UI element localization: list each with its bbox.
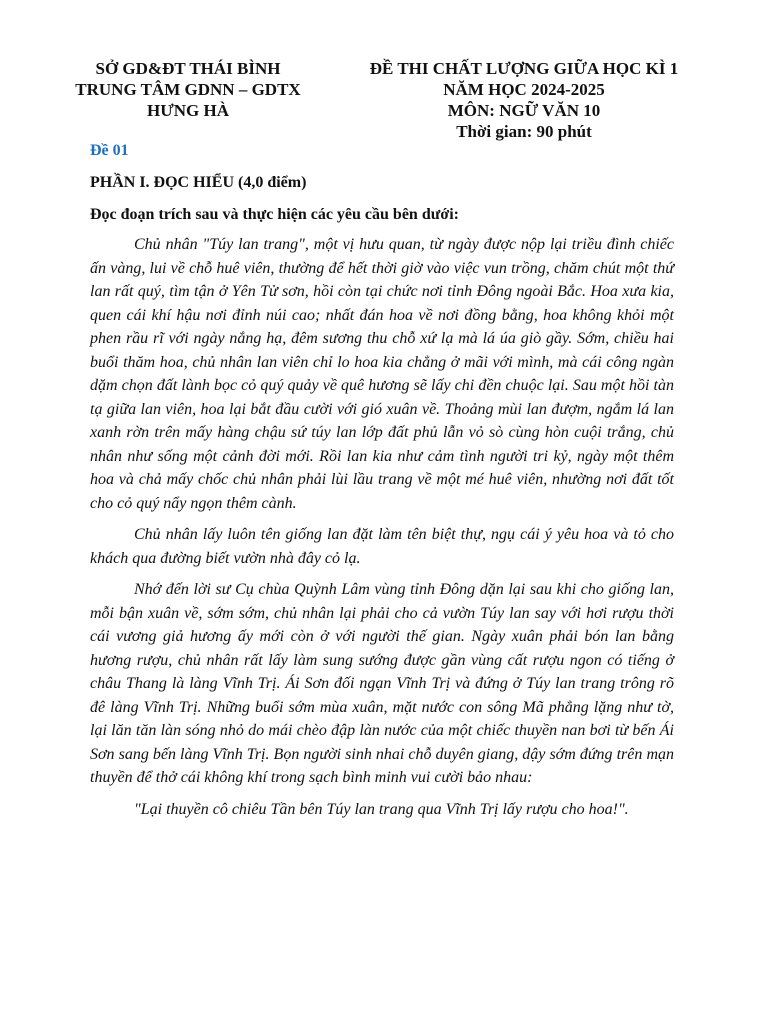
instruction: Đọc đoạn trích sau và thực hiện các yêu cầu bên dưới: xyxy=(90,206,459,223)
exam-title: ĐỀ THI CHẤT LƯỢNG GIỮA HỌC KÌ 1 xyxy=(369,59,679,78)
reading-passage xyxy=(90,233,674,829)
exam-header xyxy=(352,58,696,142)
school-department: SỞ GD&ĐT THÁI BÌNH xyxy=(95,59,281,78)
passage-paragraph-1: Chủ nhân "Túy lan trang", một vị hưu quan, từ ngày được nộp lại triều đình chiếc ấn vàng, lui về chỗ huê viên, thường để hết thời giờ vào việc vun trồng, chăm chút một thứ lan rất quý, tìm tận ở Yên Tử sơn, hồi còn tại chức nơi tỉnh Đông ngoài Bắc. Hoa xưa kia, quen cái khí hậu nơi đỉnh núi cao; nhất đán hoa về nơi đồng bằng, hoa không khỏi một phen rầu rĩ với ngày nắng hạ, đêm sương thu chỗ xứ lạ mà lá úa giò gầy. Sớm, chiều hai buổi thăm hoa, chủ nhân lan viên chỉ lo hoa kia chẳng ở mãi với mình, mà cái công ngàn dặm chọn đất lành bọc cỏ quý quảy về quê hương sẽ lấy chi đền chuộc lại. Sau một hồi tàn tạ giữa lan viên, hoa lại bắt đầu cười với gió xuân về. Thoảng mùi lan đượm, ngắm lá lan xanh rờn trên mấy hàng chậu sứ túy lan lớp đất phủ lẫn vỏ sò cùng hòn cuội trắng, chủ nhân như sống một cảnh đời mới. Rồi lan kia như cảm tình người tri kỷ, ngày một thêm hoa và chả mấy chốc chủ nhân phải lùi lầu trang về một mé huê viên, nhường nơi đất tốt cho cỏ quý nẩy ngọn thêm cành. xyxy=(90,236,674,512)
subject: MÔN: NGỮ VĂN 10 xyxy=(447,101,601,120)
school-header xyxy=(64,58,312,121)
school-center: TRUNG TÂM GDNN – GDTX xyxy=(75,80,301,99)
passage-paragraph-4: "Lại thuyền cô chiêu Tần bên Túy lan trang qua Vĩnh Trị lấy rượu cho hoa!". xyxy=(134,800,629,818)
passage-paragraph-3: Nhớ đến lời sư Cụ chùa Quỳnh Lâm vùng tỉnh Đông dặn lại sau khi cho giống lan, mỗi bận xuân về, sớm sớm, chủ nhân lại phải cho cả vườn Túy lan say với hơi rượu thời cái vương giả hương ấy mới còn ở với người thế gian. Ngày xuân phải bón lan bằng hương rượu, chủ nhân rất lấy làm sung sướng được gần vùng cất rượu ngon có tiếng ở châu Thang là làng Vĩnh Trị. Ái Sơn đối ngạn Vĩnh Trị và đứng ở Túy lan trang trông rõ đê làng Vĩnh Trị. Những buổi sớm mùa xuân, mặt nước con sông Mã phẳng lặng như tờ, lại lăn tăn làn sóng nhỏ do mái chèo đập làn nước của một chiếc thuyền nan bơi từ bến Ái Sơn sang bến làng Vĩnh Trị. Bọn người sinh nhai chỗ duyên giang, dậy sớm đứng trên mạn thuyền để thở cái không khí trong sạch bình minh vui cười bảo nhau: xyxy=(90,581,674,786)
exam-code: Đề 01 xyxy=(90,142,129,159)
duration: Thời gian: 90 phút xyxy=(456,122,592,141)
section-title: PHẦN I. ĐỌC HIỂU (4,0 điểm) xyxy=(90,174,307,191)
passage-paragraph-2: Chủ nhân lấy luôn tên giống lan đặt làm tên biệt thự, ngụ cái ý yêu hoa và tỏ cho khách qua đường biết vườn nhà đây cỏ lạ. xyxy=(90,526,674,567)
school-year: NĂM HỌC 2024-2025 xyxy=(443,80,605,99)
school-district: HƯNG HÀ xyxy=(146,101,229,120)
